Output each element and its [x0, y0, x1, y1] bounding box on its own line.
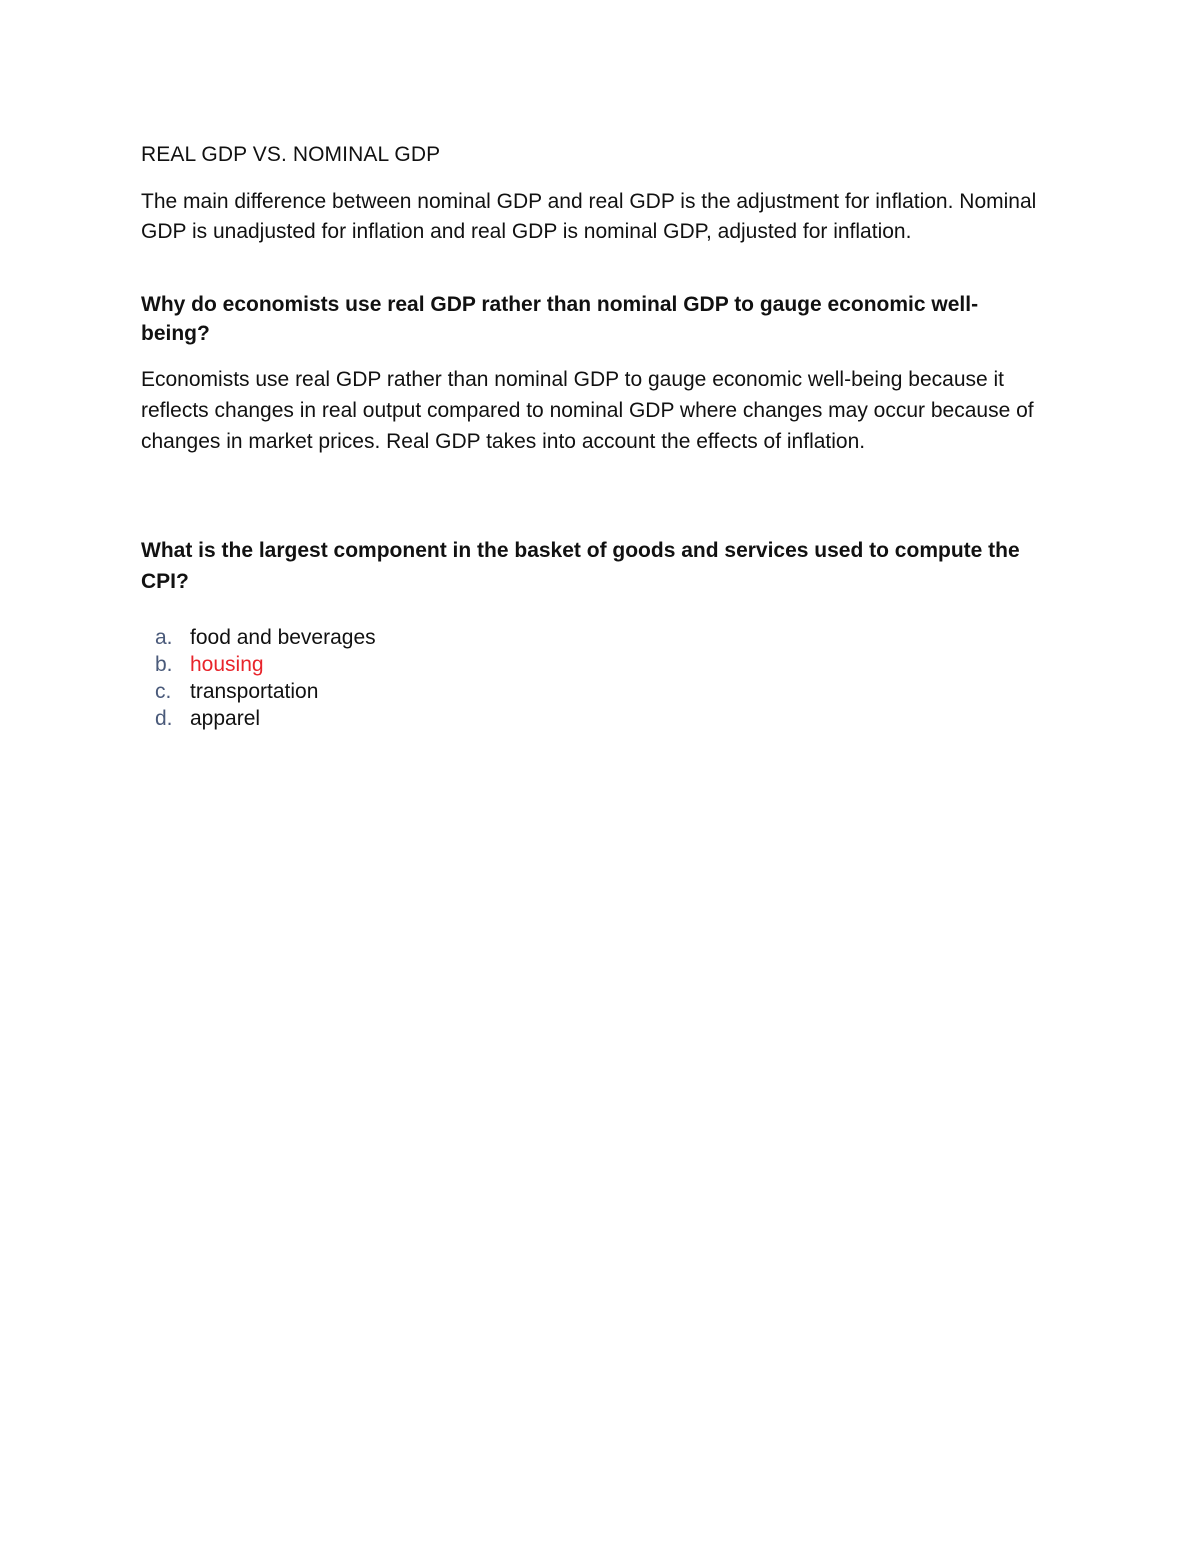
- question-2-prompt: What is the largest component in the basket of goods and services used to compute the CPI?: [141, 539, 1020, 593]
- option-text-correct-answer: housing: [190, 653, 264, 676]
- option-letter: b.: [155, 653, 173, 676]
- document-title: REAL GDP VS. NOMINAL GDP: [141, 143, 441, 166]
- option-b: [155, 651, 376, 678]
- option-a: [155, 624, 376, 651]
- option-text: transportation: [190, 680, 319, 703]
- option-text: food and beverages: [190, 626, 376, 649]
- intro-paragraph: The main difference between nominal GDP and real GDP is the adjustment for inflation. Nominal GDP is unadjusted for inflation and real GDP is nominal GDP, adjusted for inflation.: [141, 190, 1037, 243]
- question-1-prompt: Why do economists use real GDP rather than nominal GDP to gauge economic well-being?: [141, 293, 979, 345]
- question-1-answer: Economists use real GDP rather than nominal GDP to gauge economic well-being because it reflects changes in real output compared to nominal GDP where changes may occur because of changes in market prices. Real GDP takes into account the effects of inflation.: [141, 368, 1034, 453]
- answer-options-list: [155, 624, 376, 732]
- option-d: [155, 705, 376, 732]
- option-c: [155, 678, 376, 705]
- option-letter: c.: [155, 680, 172, 703]
- option-letter: a.: [155, 626, 173, 649]
- option-letter: d.: [155, 707, 173, 730]
- option-text: apparel: [190, 707, 261, 730]
